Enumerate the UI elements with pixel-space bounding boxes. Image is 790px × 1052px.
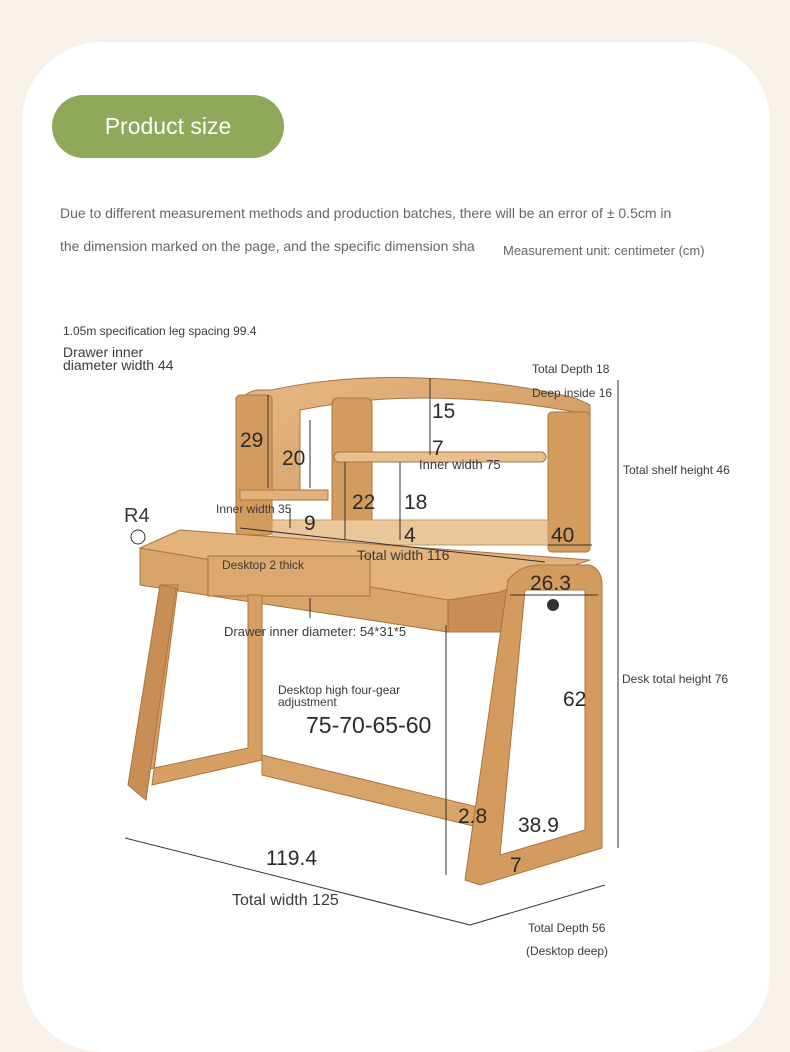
four-gear-label-1: Desktop high four-gear [278, 683, 401, 697]
page-title: Product size [104, 113, 232, 139]
four-gear-label-2: adjustment [278, 695, 337, 709]
dim-38-9: 38.9 [518, 814, 559, 837]
dim-2-8: 2.8 [458, 805, 488, 828]
dim-18: 18 [404, 491, 428, 514]
dim-20: 20 [282, 447, 306, 470]
total-width-116-label: Total width 116 [357, 547, 450, 563]
drawer-width-label-1: Drawer inner [63, 344, 144, 360]
dim-62: 62 [563, 688, 587, 711]
dim-9: 9 [304, 512, 316, 535]
dim-7-top: 7 [432, 437, 444, 460]
dim-40: 40 [551, 524, 575, 547]
notice-line-1: Due to different measurement methods and production batches, there will be an error of ± 0.5cm in [60, 205, 672, 221]
dim-119-4: 119.4 [266, 847, 317, 870]
dim-26-3: 26.3 [530, 572, 571, 595]
leg-spacing-label: 1.05m specification leg spacing 99.4 [63, 324, 257, 338]
inner-width-35-label: Inner width 35 [216, 502, 292, 516]
drawer-inner-diameter-label: Drawer inner diameter: 54*31*5 [224, 624, 407, 639]
deep-inside-16-label: Deep inside 16 [532, 386, 613, 400]
total-depth-56-label: Total Depth 56 [528, 921, 606, 935]
dim-29: 29 [240, 429, 264, 452]
r4-marker [131, 530, 145, 544]
total-depth-18-label: Total Depth 18 [532, 362, 610, 376]
height-options: 75-70-65-60 [306, 712, 432, 738]
measurement-unit: Measurement unit: centimeter (cm) [503, 243, 705, 258]
dim-4: 4 [404, 524, 416, 547]
total-width-125-label: Total width 125 [232, 892, 339, 909]
desk-total-height-label: Desk total height 76 [622, 672, 729, 686]
desktop-deep-label: (Desktop deep) [526, 944, 609, 958]
total-shelf-height-label: Total shelf height 46 [623, 463, 730, 477]
notice-line-2: the dimension marked on the page, and the specific dimension sha [60, 238, 475, 254]
r4-label: R4 [124, 505, 150, 527]
dim-22: 22 [352, 491, 376, 514]
dim-15: 15 [432, 400, 456, 423]
dim-7-bottom: 7 [510, 854, 522, 877]
drawer-width-label-2: diameter width 44 [63, 357, 174, 373]
desktop-thick-label: Desktop 2 thick [222, 558, 305, 572]
inner-width-75-label: Inner width 75 [419, 457, 501, 472]
